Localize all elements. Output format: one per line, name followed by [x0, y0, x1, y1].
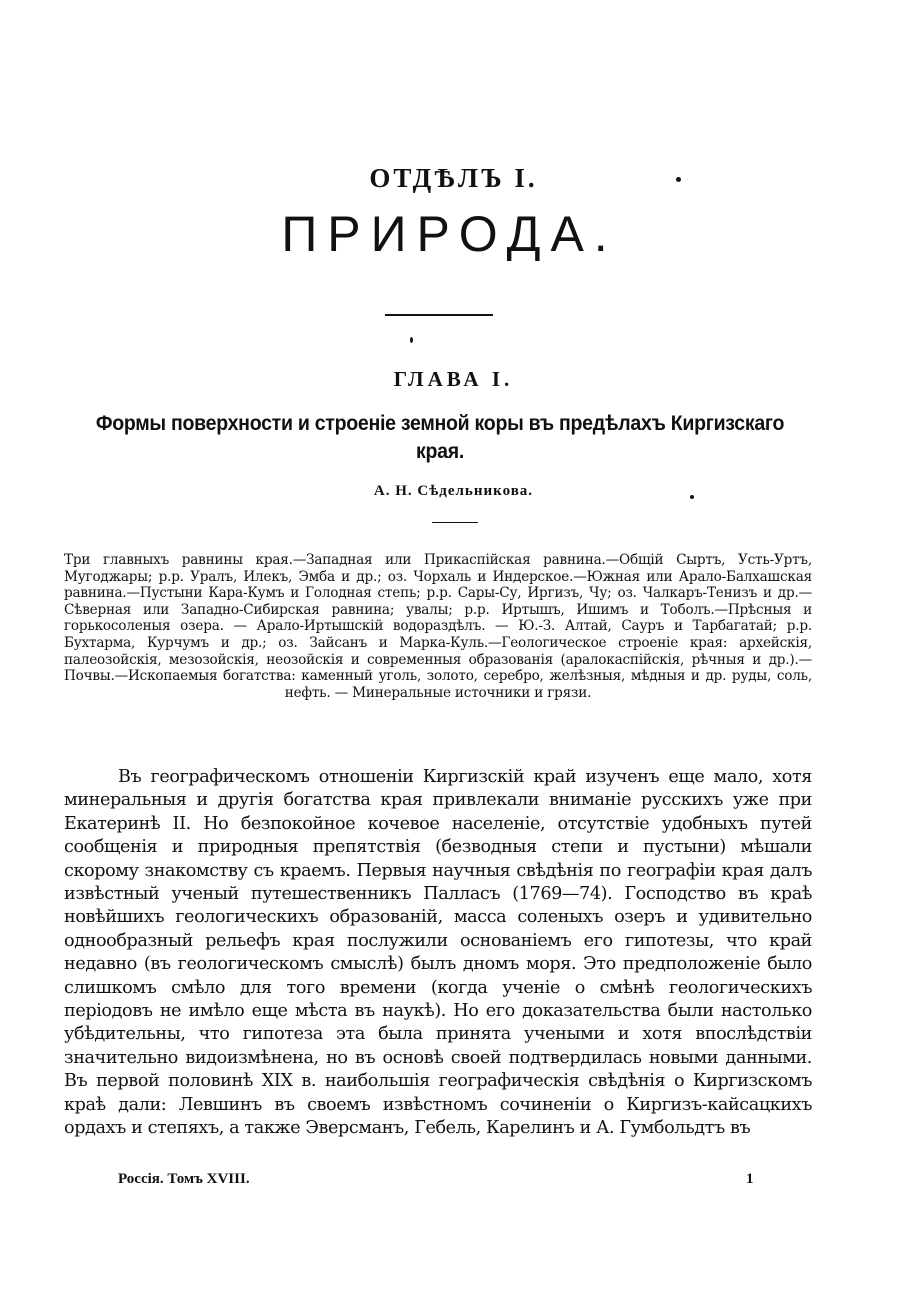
signature-mark: Россія. Томъ XVIII. [118, 1171, 250, 1187]
page-number: 1 [746, 1171, 754, 1187]
chapter-title: Формы поверхности и строеніе земной коры въ предѣлахъ Киргизскаго края. [95, 412, 785, 463]
ink-speck [676, 177, 681, 182]
title-rule [385, 314, 493, 316]
chapter-label: ГЛАВА I. [393, 367, 514, 391]
section-title: ПРИРОДА. [281, 206, 618, 262]
ink-speck [690, 495, 694, 499]
department-heading: ОТДѢЛЪ I. [369, 163, 538, 193]
ink-speck [410, 337, 413, 343]
chapter-summary: Три главныхъ равнины края.—Западная или Прикаспійская равнина.—Общій Сыртъ, Усть-Уртъ, Мугоджары; р.р. Уралъ, Илекъ, Эмба и др.; оз. Чорхаль и Индерское.—Южная или Арало-Балхашская равнина.—Пустыни Кара-Кумъ и Голодная степь; р.р. Сары-Су, Иргизъ, Чу; оз. Чалкаръ-Тенизъ и др.—Сѣверная или Западно-Сибирская равнина; увалы; р.р. Иртышъ, Ишимъ и Тоболъ.—Прѣсныя и горькосоленыя озера. — Арало-Иртышскій водораздѣлъ. — Ю.-З. Алтай, Сауръ и Тарбагатай; р.р. Бухтарма, Курчумъ и др.; оз. Зайсанъ и Марка-Куль.—Геологическое строеніе края: архейскія, палеозойскія, мезозойскія, неозойскія и современныя образованія (аралокаспійскія, рѣчныя и др.).—Почвы.—Ископаемыя богатства: каменный уголь, золото, серебро, желѣзныя, мѣдныя и др. руды, соль, нефть. — Минеральные источники и грязи. [64, 552, 812, 701]
body-paragraph: Въ географическомъ отношеніи Киргизскій край изученъ еще мало, хотя минеральныя и другія богатства края привлекали вниманіе русскихъ уже при Екатеринѣ II. Но безпокойное кочевое населеніе, отсутствіе удобныхъ путей сообщенія и природныя препятствія (безводныя степи и пустыни) мѣшали скорому знакомству съ краемъ. Первыя научныя свѣдѣнія по географіи края далъ извѣстный ученый путешественникъ Палласъ (1769—74). Господство въ краѣ новѣйшихъ геологическихъ образованій, масса соленыхъ озеръ и удивительно однообразный рельефъ края послужили основаніемъ его гипотезы, что край недавно (въ геологическомъ смыслѣ) былъ дномъ моря. Это предположеніе было слишкомъ смѣло для того времени (когда ученіе о смѣнѣ геологическихъ періодовъ не имѣло еще мѣста въ наукѣ). Но его доказательства были настолько убѣдительны, что гипотеза эта была принята учеными и хотя впослѣдствіи значительно видоизмѣнена, но въ основѣ своей подтвердилась новыми данными. Въ первой половинѣ XIX в. наибольшія географическія свѣдѣнія о Киргизскомъ краѣ дали: Левшинъ въ своемъ извѣстномъ сочиненіи о Киргизъ-кайсацкихъ ордахъ и степяхъ, а также Эверсманъ, Гебель, Карелинъ и А. Гумбольдтъ въ [64, 767, 812, 1139]
author-line: А. Н. Сѣдельникова. [373, 483, 534, 499]
author-rule [432, 522, 478, 523]
